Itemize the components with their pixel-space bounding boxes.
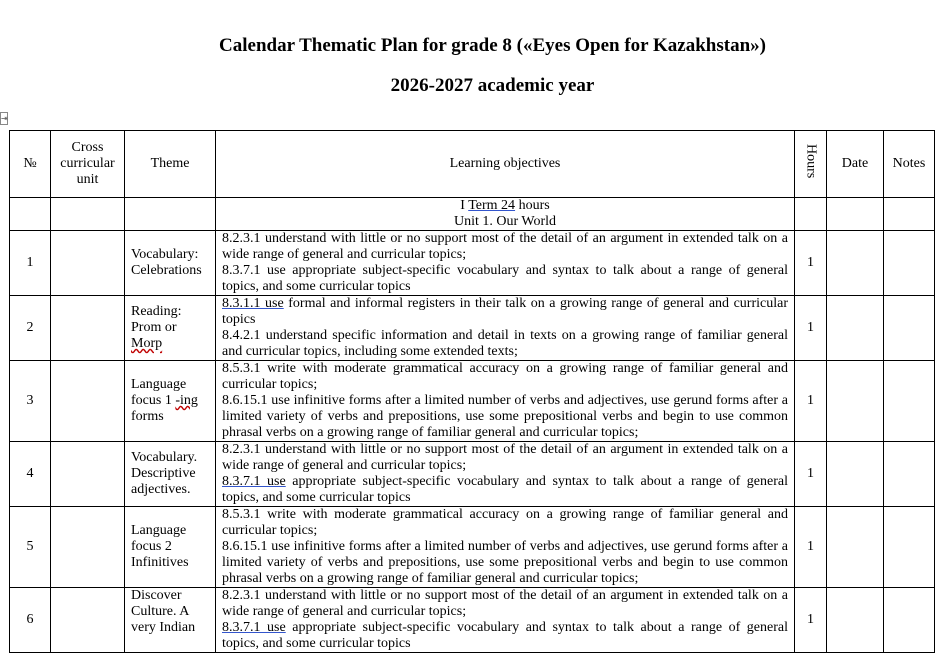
table-row [10,442,935,507]
date-cell[interactable] [827,231,884,296]
empty-cell [10,198,51,231]
header-hours: Hours [803,144,819,179]
cross-curricular-cell [51,442,125,507]
objective: 8.5.3.1 write with moderate grammatical accuracy on a growing range of familiar general and curricular topics; [222,361,788,392]
notes-cell[interactable] [884,442,935,507]
theme-text-spellcheck: Morp [131,336,163,351]
theme-cell: Vocabulary. Descriptive adjectives. [125,442,216,507]
table-row [10,507,935,588]
cross-curricular-cell [51,507,125,588]
term-prefix: I [460,198,469,213]
objective: 8.2.3.1 understand with little or no support most of the detail of an argument in extended talk on a wide range of general and curricular topics; [222,442,788,473]
objectives-cell [216,296,795,361]
cross-curricular-cell [51,361,125,442]
notes-cell[interactable] [884,588,935,653]
table-row [10,231,935,296]
date-cell[interactable] [827,361,884,442]
header-hours-cell [795,131,827,198]
notes-cell[interactable] [884,231,935,296]
theme-text-spellcheck: -ing [175,393,198,408]
empty-cell [795,198,827,231]
term-line [222,198,788,214]
table-row [10,361,935,442]
header-notes: Notes [884,131,935,198]
cross-curricular-cell [51,588,125,653]
objective: 8.2.3.1 understand with little or no support most of the detail of an argument in extended talk on a wide range of general and curricular topics; [222,588,788,619]
theme-text: Prom or [131,320,177,335]
date-cell[interactable] [827,507,884,588]
objective: 8.6.15.1 use infinitive forms after a limited number of verbs and adjectives, use gerund forms after a limited variety of verbs and prepositions, use some prepositional verbs and begin to use common phrasal verbs on a growing range of familiar general and curricular topics; [222,539,788,586]
table-row [10,588,935,653]
theme-cell: Discover Culture. A very Indian [125,588,216,653]
theme-text: Language focus 1 [131,377,187,408]
objective [222,620,788,652]
date-cell[interactable] [827,442,884,507]
hours-cell: 1 [795,442,827,507]
date-cell[interactable] [827,296,884,361]
row-number: 5 [10,507,51,588]
row-number: 6 [10,588,51,653]
unit-title: Unit 1. Our World [453,214,557,229]
objectives-cell [216,507,795,588]
term-label: Term 24 [468,198,516,213]
objectives-cell [216,231,795,296]
table-row [10,296,935,361]
notes-cell[interactable] [884,361,935,442]
cross-curricular-cell [51,296,125,361]
objectives-cell [216,442,795,507]
theme-cell: Language focus 2 Infinitives [125,507,216,588]
empty-cell [884,198,935,231]
objective-text: appropriate subject-specific vocabulary and syntax to talk about a range of general topics, and some curricular topics [222,474,788,505]
term-row [10,198,935,231]
theme-cell: Vocabulary: Celebrations [125,231,216,296]
row-number: 3 [10,361,51,442]
objective: 8.4.2.1 understand specific information and detail in texts on a growing range of familiar general and curricular topics, including some extended texts; [222,328,788,359]
objective: 8.2.3.1 understand with little or no support most of the detail of an argument in extended talk on a wide range of general and curricular topics; [222,231,788,262]
header-objectives: Learning objectives [216,131,795,198]
objective [222,296,788,328]
notes-cell[interactable] [884,296,935,361]
objective-code: 8.3.7.1 use [222,474,286,489]
empty-cell [827,198,884,231]
term-suffix: hours [515,198,550,213]
theme-cell [125,296,216,361]
objectives-cell [216,361,795,442]
header-cross-curricular: Cross curricular unit [51,131,125,198]
hours-cell: 1 [795,588,827,653]
document-title: Calendar Thematic Plan for grade 8 («Eyes Open for Kazakhstan») [219,35,766,56]
objective-code: 8.3.1.1 use [222,296,284,311]
cross-curricular-cell [51,231,125,296]
hours-cell: 1 [795,296,827,361]
row-number: 1 [10,231,51,296]
empty-cell [125,198,216,231]
header-row [10,131,935,198]
header-number: № [10,131,51,198]
academic-year: 2026-2027 academic year [390,75,595,96]
theme-cell [125,361,216,442]
objective-text: formal and informal registers in their talk on a growing range of general and curricular topics [222,296,788,327]
theme-text: forms [131,409,164,424]
theme-text: Reading: [131,304,182,319]
header-date: Date [827,131,884,198]
plan-table [9,130,935,653]
header-theme: Theme [125,131,216,198]
objectives-cell [216,588,795,653]
hours-cell: 1 [795,507,827,588]
date-cell[interactable] [827,588,884,653]
objective-text: appropriate subject-specific vocabulary and syntax to talk about a range of general topics, and some curricular topics [222,620,788,651]
objective [222,474,788,506]
hours-cell: 1 [795,361,827,442]
table-move-handle-icon[interactable]: ⇥ [1,114,8,123]
objective: 8.3.7.1 use appropriate subject-specific vocabulary and syntax to talk about a range of general topics, and some curricular topics [222,263,788,294]
term-cell [216,198,795,231]
empty-cell [51,198,125,231]
row-number: 2 [10,296,51,361]
objective-code: 8.3.7.1 use [222,620,286,635]
objective: 8.5.3.1 write with moderate grammatical accuracy on a growing range of familiar general and curricular topics; [222,507,788,538]
objective: 8.6.15.1 use infinitive forms after a limited number of verbs and adjectives, use gerund forms after a limited variety of verbs and prepositions, use some prepositional verbs and begin to use common phrasal verbs on a growing range of familiar general and curricular topics; [222,393,788,440]
row-number: 4 [10,442,51,507]
hours-cell: 1 [795,231,827,296]
notes-cell[interactable] [884,507,935,588]
